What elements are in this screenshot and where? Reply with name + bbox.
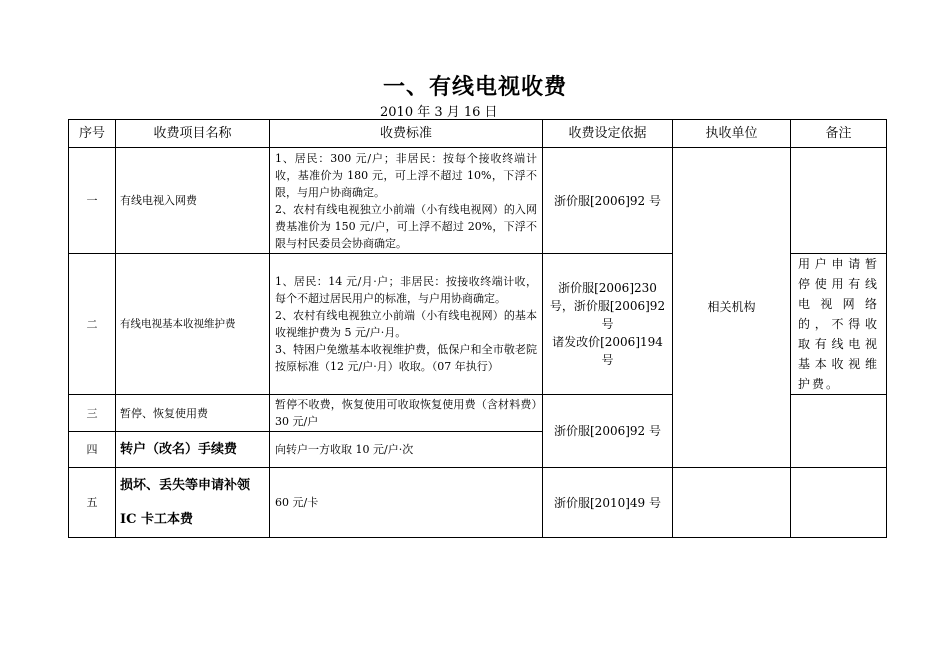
header-item-name: 收费项目名称 bbox=[116, 120, 270, 148]
row-item-name: 转户（改名）手续费 bbox=[116, 432, 270, 468]
header-standard: 收费标准 bbox=[270, 120, 543, 148]
row-item-name: 有线电视基本收视维护费 bbox=[116, 254, 270, 395]
row-standard: 暂停不收费，恢复使用可收取恢复使用费（含材料费）30 元/户 bbox=[270, 395, 543, 432]
row-seq: 一 bbox=[69, 148, 116, 254]
header-seq: 序号 bbox=[69, 120, 116, 148]
table-row bbox=[69, 148, 887, 254]
row-item-name: 暂停、恢复使用费 bbox=[116, 395, 270, 432]
row-standard: 1、居民：300 元/户；非居民：按每个接收终端计收，基准价为 180 元，可上浮不超过 10%，下浮不限，与用户协商确定。 2、农村有线电视独立小前端（小有线电视网）的入网费基准价为 150 元/户，可上浮不超过 20%，下浮不限与村民委员会协商确定。 bbox=[270, 148, 543, 254]
page-title: 一、有线电视收费 bbox=[382, 75, 567, 100]
row-basis: 浙价服[2006]230 号，浙价服[2006]92 号 诸发改价[2006]194 号 bbox=[543, 254, 673, 395]
row-basis-shared: 浙价服[2006]92 号 bbox=[543, 395, 673, 468]
note-empty-2 bbox=[791, 395, 887, 468]
row-seq: 五 bbox=[69, 468, 116, 538]
row-standard: 60 元/卡 bbox=[270, 468, 543, 538]
table-header-row bbox=[69, 120, 887, 148]
note-empty-3 bbox=[791, 468, 887, 538]
fee-table bbox=[68, 119, 887, 538]
note-empty-1 bbox=[791, 148, 887, 254]
row-seq: 四 bbox=[69, 432, 116, 468]
header-basis: 收费设定依据 bbox=[543, 120, 673, 148]
row-item-name: 有线电视入网费 bbox=[116, 148, 270, 254]
row-item-name: 损坏、丢失等申请补领 IC 卡工本费 bbox=[116, 468, 270, 538]
header-unit: 执收单位 bbox=[673, 120, 791, 148]
table-row bbox=[69, 468, 887, 538]
row-standard: 向转户一方收取 10 元/户·次 bbox=[270, 432, 543, 468]
row-standard: 1、居民：14 元/月·户；非居民：按接收终端计收，每个不超过居民用户的标准，与户用协商确定。 2、农村有线电视独立小前端（小有线电视网）的基本收视维护费为 5 元/户·月。 3、特困户免缴基本收视维护费，低保户和全市敬老院按原标准（12 元/户·月）收取。（07 年执行） bbox=[270, 254, 543, 395]
row-seq: 三 bbox=[69, 395, 116, 432]
unit-empty bbox=[673, 468, 791, 538]
document-date: 2010 年 3 月 16 日 bbox=[380, 105, 498, 120]
row-note: 用户申请暂停使用有线电视网络的，不得收取有线电视基本收视维护费。 bbox=[791, 254, 887, 395]
header-note: 备注 bbox=[791, 120, 887, 148]
row-basis: 浙价服[2006]92 号 bbox=[543, 148, 673, 254]
collecting-unit: 相关机构 bbox=[673, 148, 791, 468]
row-seq: 二 bbox=[69, 254, 116, 395]
row-basis: 浙价服[2010]49 号 bbox=[543, 468, 673, 538]
